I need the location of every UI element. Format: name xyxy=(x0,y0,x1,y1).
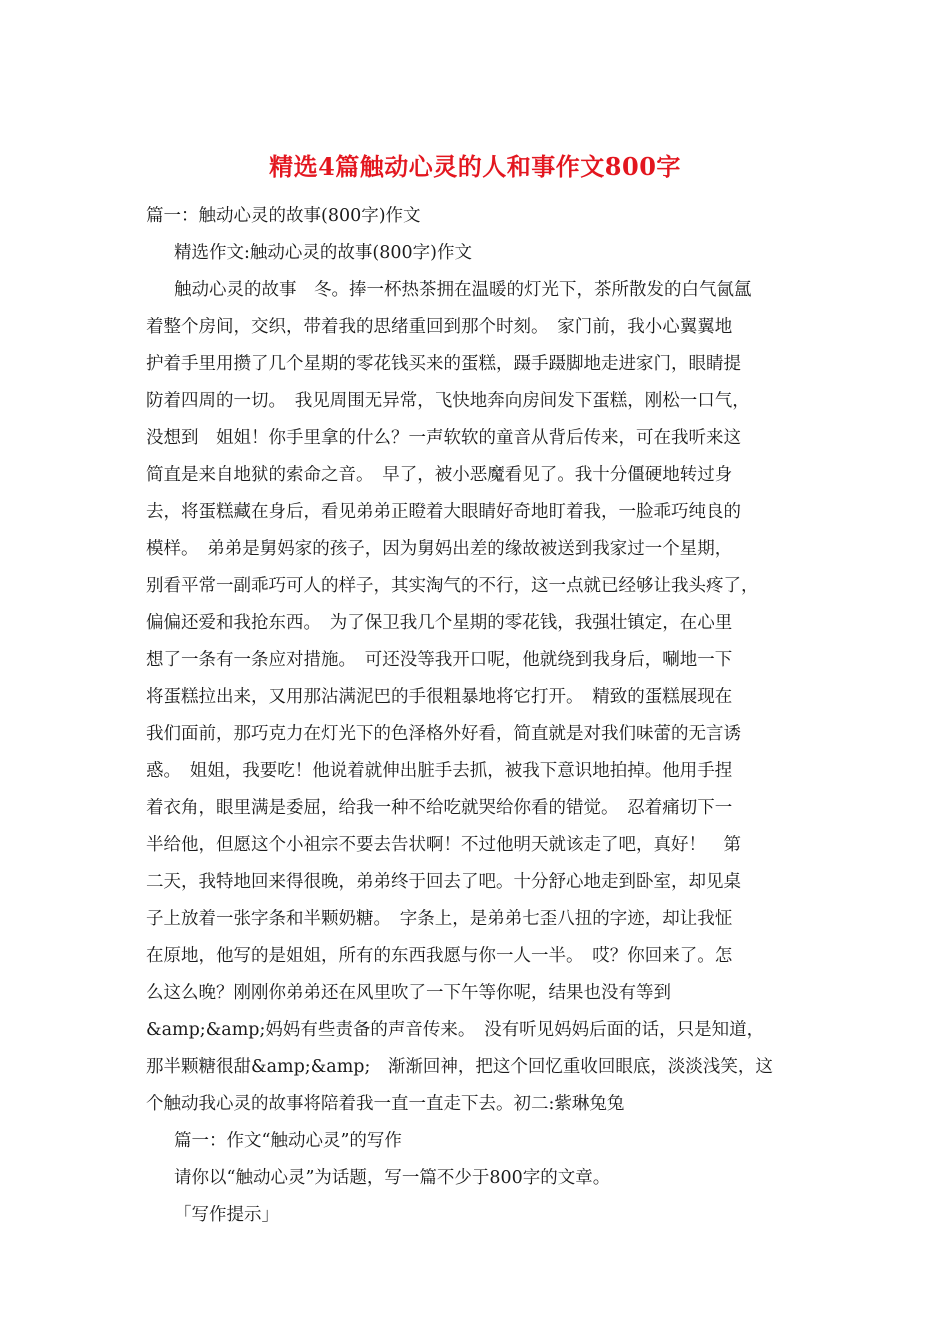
body-paragraph-line: &amp;&amp;妈妈有些责备的声音传来。 没有听见妈妈后面的话，只是知道， xyxy=(146,1020,765,1040)
body-paragraph-line: 在原地，他写的是姐姐，所有的东西我愿与你一人一半。 哎？你回来了。怎 xyxy=(146,946,733,966)
body-paragraph-line: 简直是来自地狱的索命之音。 早了，被小恶魔看见了。我十分僵硬地转过身 xyxy=(146,465,733,485)
body-paragraph-line: 护着手里用攒了几个星期的零花钱买来的蛋糕，蹑手蹑脚地走进家门，眼睛提 xyxy=(146,354,741,374)
body-paragraph-line: 着衣角，眼里满是委屈，给我一种不给吃就哭给你看的错觉。 忍着痛切下一 xyxy=(146,798,733,818)
writing-prompt: 请你以“触动心灵”为话题，写一篇不少于800字的文章。 xyxy=(174,1168,611,1188)
body-paragraph-line: 触动心灵的故事 冬。捧一杯热茶拥在温暖的灯光下，茶所散发的白气氤氲 xyxy=(174,280,752,300)
body-paragraph-line: 别看平常一副乖巧可人的样子，其实淘气的不行，这一点就已经够让我头疼了， xyxy=(146,576,759,596)
document-body xyxy=(146,198,814,1234)
body-paragraph-line: 偏偏还爱和我抢东西。 为了保卫我几个星期的零花钱，我强壮镇定，在心里 xyxy=(146,613,733,633)
document-title: 精选4篇触动心灵的人和事作文800字 xyxy=(269,152,681,181)
body-paragraph-line: 着整个房间，交织，带着我的思绪重回到那个时刻。 家门前，我小心翼翼地 xyxy=(146,317,733,337)
body-paragraph-line: 二天，我特地回来得很晚，弟弟终于回去了吧。十分舒心地走到卧室，却见桌 xyxy=(146,872,741,892)
body-paragraph-line: 个触动我心灵的故事将陪着我一直一直走下去。初二:紫琳兔兔 xyxy=(146,1094,625,1114)
section-heading: 篇一：作文“触动心灵”的写作 xyxy=(174,1131,402,1151)
body-paragraph-line: 子上放着一张字条和半颗奶糖。 字条上，是弟弟七歪八扭的字迹，却让我怔 xyxy=(146,909,733,929)
body-paragraph-line: 想了一条有一条应对措施。 可还没等我开口呢，他就绕到我身后，唰地一下 xyxy=(146,650,733,670)
body-paragraph-line: 去，将蛋糕藏在身后，看见弟弟正瞪着大眼睛好奇地盯着我，一脸乖巧纯良的 xyxy=(146,502,741,522)
body-paragraph-line: 没想到 姐姐！你手里拿的什么？一声软软的童音从背后传来，可在我听来这 xyxy=(146,428,741,448)
body-paragraph-line: 防着四周的一切。 我见周围无异常，飞快地奔向房间发下蛋糕，刚松一口气， xyxy=(146,391,750,411)
body-paragraph-line: 半给他，但愿这个小祖宗不要去告状啊！不过他明天就该走了吧，真好！ 第 xyxy=(146,835,741,855)
section-heading: 篇一：触动心灵的故事(800字)作文 xyxy=(146,206,421,226)
body-paragraph-line: 模样。 弟弟是舅妈家的孩子，因为舅妈出差的缘故被送到我家过一个星期， xyxy=(146,539,733,559)
section-subheading: 精选作文:触动心灵的故事(800字)作文 xyxy=(174,243,472,263)
body-paragraph-line: 将蛋糕拉出来，又用那沾满泥巴的手很粗暴地将它打开。 精致的蛋糕展现在 xyxy=(146,687,733,707)
body-paragraph-line: 那半颗糖很甜&amp;&amp; 渐渐回神，把这个回忆重收回眼底，淡淡浅笑，这 xyxy=(146,1057,773,1077)
body-paragraph-line: 惑。 姐姐，我要吃！他说着就伸出脏手去抓，被我下意识地拍掉。他用手捏 xyxy=(146,761,733,781)
writing-hint-label: 「写作提示」 xyxy=(174,1205,279,1225)
body-paragraph-line: 我们面前，那巧克力在灯光下的色泽格外好看，简直就是对我们味蕾的无言诱 xyxy=(146,724,741,744)
body-paragraph-line: 么这么晚？刚刚你弟弟还在风里吹了一下午等你呢，结果也没有等到 xyxy=(146,983,671,1003)
